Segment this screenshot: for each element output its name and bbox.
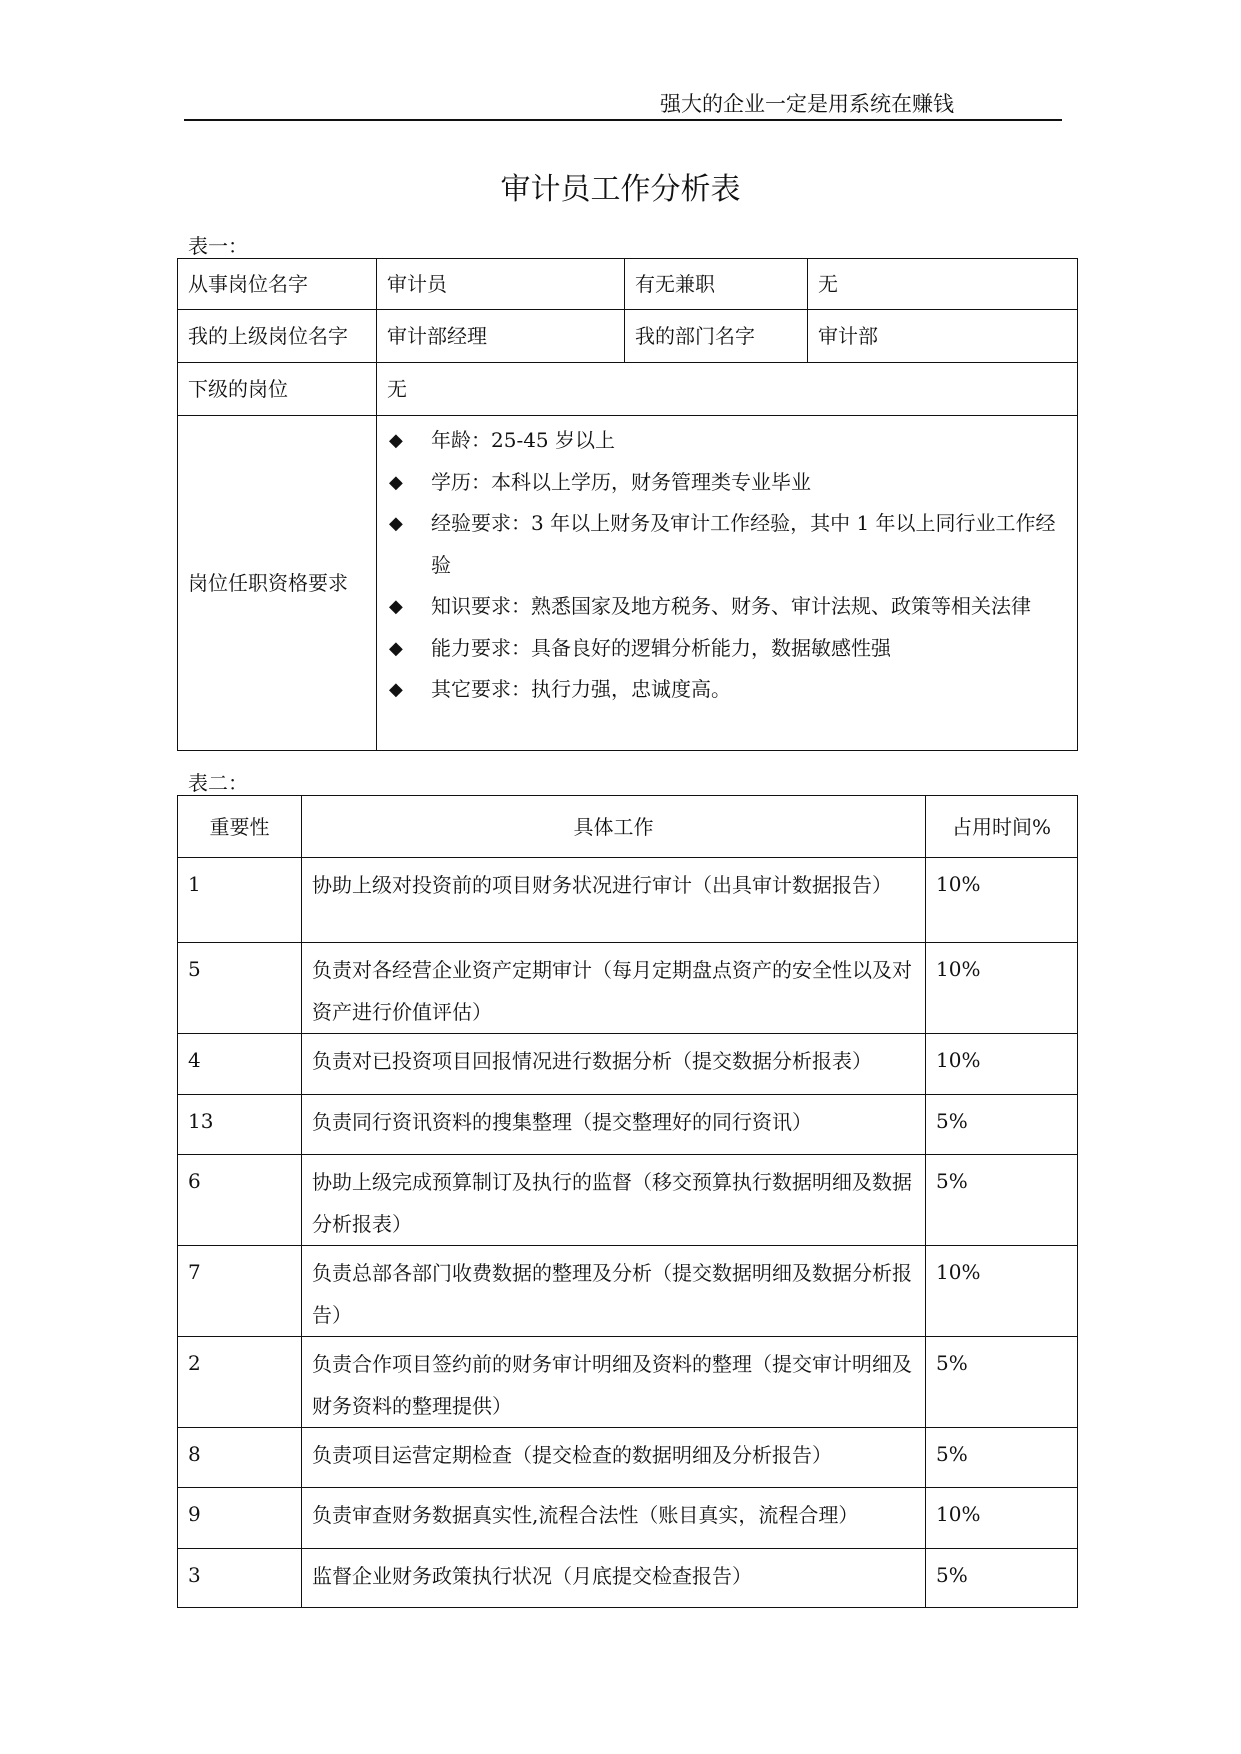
- table-row: [178, 1488, 1078, 1549]
- table-row: [178, 1246, 1078, 1337]
- work-table: [177, 795, 1078, 1608]
- superior-label: 我的上级岗位名字: [178, 310, 377, 363]
- work-cell: 负责对各经营企业资产定期审计（每月定期盘点资产的安全性以及对资产进行价值评估）: [302, 943, 926, 1034]
- time-cell: 5%: [926, 1549, 1078, 1608]
- work-cell: 负责对已投资项目回报情况进行数据分析（提交数据分析报表）: [302, 1034, 926, 1095]
- importance-cell: 13: [178, 1095, 302, 1155]
- table-row: [178, 943, 1078, 1034]
- requirement-item: ◆ 其它要求：执行力强，忠诚度高。: [387, 669, 1067, 711]
- concurrent-value: 无: [808, 259, 1078, 310]
- header-divider: [184, 119, 1062, 121]
- subordinate-value: 无: [377, 363, 1078, 416]
- requirements-cell: [377, 416, 1078, 751]
- importance-cell: 8: [178, 1428, 302, 1488]
- table-row: [178, 1549, 1078, 1608]
- time-cell: 10%: [926, 1034, 1078, 1095]
- header-slogan: 强大的企业一定是用系统在赚钱: [660, 92, 954, 116]
- diamond-bullet-icon: ◆: [389, 596, 403, 617]
- time-cell: 10%: [926, 1246, 1078, 1337]
- diamond-bullet-icon: ◆: [389, 637, 403, 659]
- department-label: 我的部门名字: [625, 310, 808, 363]
- importance-cell: 2: [178, 1337, 302, 1428]
- requirement-item: ◆ 能力要求：具备良好的逻辑分析能力，数据敏感性强: [387, 628, 1067, 670]
- table-row: [178, 858, 1078, 943]
- table1-caption: 表一：: [188, 234, 248, 258]
- importance-cell: 5: [178, 943, 302, 1034]
- work-cell: 负责合作项目签约前的财务审计明细及资料的整理（提交审计明细及财务资料的整理提供）: [302, 1337, 926, 1428]
- time-cell: 10%: [926, 943, 1078, 1034]
- time-cell: 5%: [926, 1095, 1078, 1155]
- concurrent-label: 有无兼职: [625, 259, 808, 310]
- job-info-table: [177, 258, 1078, 751]
- importance-cell: 4: [178, 1034, 302, 1095]
- work-cell: 负责同行资讯资料的搜集整理（提交整理好的同行资讯）: [302, 1095, 926, 1155]
- department-value: 审计部: [808, 310, 1078, 363]
- work-cell: 负责审查财务数据真实性,流程合法性（账目真实，流程合理）: [302, 1488, 926, 1549]
- work-cell: 协助上级完成预算制订及执行的监督（移交预算执行数据明细及数据分析报表）: [302, 1155, 926, 1246]
- superior-value: 审计部经理: [377, 310, 625, 363]
- header-work: 具体工作: [302, 796, 926, 858]
- time-cell: 5%: [926, 1155, 1078, 1246]
- header-importance: 重要性: [178, 796, 302, 858]
- requirements-list: [387, 416, 1067, 711]
- subordinate-label: 下级的岗位: [178, 363, 377, 416]
- table2-caption: 表二：: [188, 771, 248, 795]
- importance-cell: 1: [178, 858, 302, 943]
- work-cell: 协助上级对投资前的项目财务状况进行审计（出具审计数据报告）: [302, 858, 926, 943]
- requirement-item: ◆ 知识要求：熟悉国家及地方税务、财务、审计法规、政策等相关法律: [387, 586, 1067, 628]
- time-cell: 5%: [926, 1337, 1078, 1428]
- work-cell: 监督企业财务政策执行状况（月底提交检查报告）: [302, 1549, 926, 1608]
- requirement-item: ◆ 年龄：25-45 岁以上: [387, 420, 1067, 462]
- importance-cell: 7: [178, 1246, 302, 1337]
- position-name-value: 审计员: [377, 259, 625, 310]
- time-cell: 10%: [926, 1488, 1078, 1549]
- requirement-item: ◆ 学历：本科以上学历，财务管理类专业毕业: [387, 462, 1067, 504]
- diamond-bullet-icon: ◆: [389, 513, 403, 534]
- table-row: [178, 1428, 1078, 1488]
- table-row: [178, 1034, 1078, 1095]
- diamond-bullet-icon: ◆: [389, 679, 403, 700]
- table-row: [178, 1337, 1078, 1428]
- table-row: [178, 1095, 1078, 1155]
- requirements-label: 岗位任职资格要求: [178, 416, 377, 751]
- importance-cell: 9: [178, 1488, 302, 1549]
- importance-cell: 6: [178, 1155, 302, 1246]
- page-title: 审计员工作分析表: [500, 172, 741, 207]
- work-cell: 负责总部各部门收费数据的整理及分析（提交数据明细及数据分析报告）: [302, 1246, 926, 1337]
- importance-cell: 3: [178, 1549, 302, 1608]
- requirement-item: ◆ 经验要求：3 年以上财务及审计工作经验，其中 1 年以上同行业工作经验: [387, 503, 1067, 586]
- time-cell: 10%: [926, 858, 1078, 943]
- position-name-label: 从事岗位名字: [178, 259, 377, 310]
- time-cell: 5%: [926, 1428, 1078, 1488]
- diamond-bullet-icon: ◆: [389, 471, 403, 493]
- header-time: 占用时间%: [926, 796, 1078, 858]
- work-cell: 负责项目运营定期检查（提交检查的数据明细及分析报告）: [302, 1428, 926, 1488]
- table-row: [178, 1155, 1078, 1246]
- diamond-bullet-icon: ◆: [389, 430, 403, 451]
